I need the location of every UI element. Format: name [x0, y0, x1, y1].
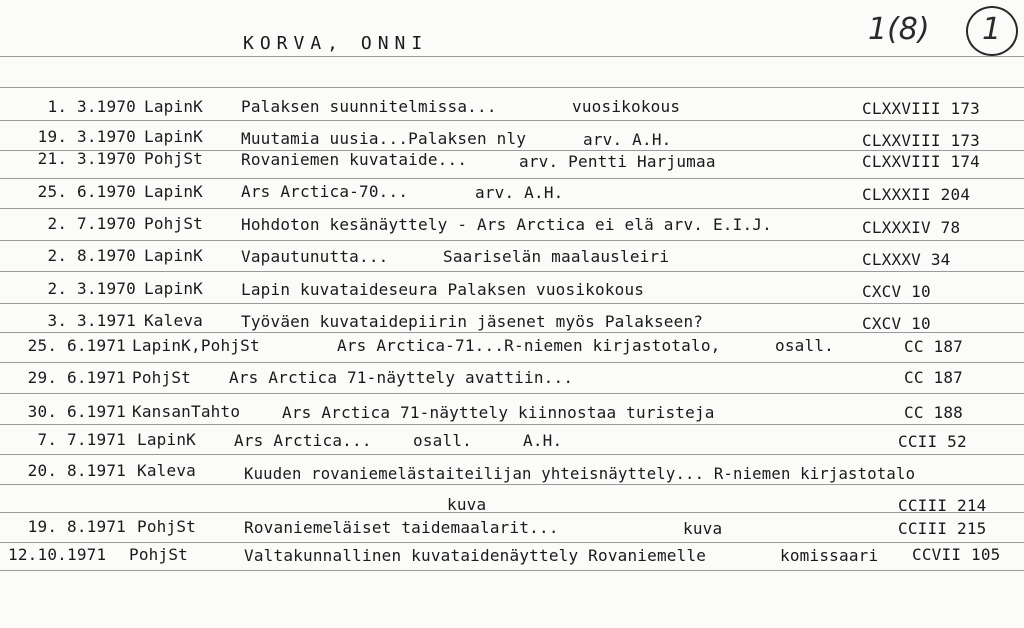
entry-reference: CLXXVIII 174: [862, 152, 980, 171]
entry-reference: CLXXXIV 78: [862, 218, 961, 237]
entry-reference: CLXXXII 204: [862, 185, 971, 204]
entry-source: PohjSt: [132, 368, 191, 387]
entry-title: Työväen kuvataidepiirin jäsenet myös Palakseen?: [241, 312, 704, 331]
rule-line: [0, 512, 1024, 513]
entry-title: Ars Arctica...: [234, 431, 372, 450]
entry-date: 1. 3.1970: [47, 97, 136, 116]
entry-date: 3. 3.1971: [47, 311, 136, 330]
page-reference: 1(8): [868, 12, 930, 47]
entry-reference: CCVII 105: [912, 545, 1001, 564]
rule-line: [0, 56, 1024, 57]
entry-title: Hohdoton kesänäyttely - Ars Arctica ei elä arv. E.I.J.: [241, 215, 772, 234]
entry-title: Ars Arctica 71-näyttely kiinnostaa turisteja: [282, 403, 715, 422]
entry-note: arv. A.H.: [475, 183, 564, 202]
entry-reference: CC 187: [904, 337, 963, 356]
entry-title: Vapautunutta...: [241, 247, 389, 266]
entry-date: 2. 8.1970: [47, 246, 136, 265]
entry-note-secondary: A.H.: [523, 431, 563, 450]
entry-date: 19. 8.1971: [27, 517, 126, 536]
entry-date: 30. 6.1971: [27, 402, 126, 421]
card-name-heading: KORVA, ONNI: [243, 33, 429, 54]
entry-date: 19. 3.1970: [37, 127, 136, 146]
entry-title: Palaksen suunnitelmissa...: [241, 97, 497, 116]
entry-source: PohjSt: [137, 517, 196, 536]
entry-source: PohjSt: [129, 545, 188, 564]
rule-line: [0, 424, 1024, 425]
entry-source: LapinK,PohjSt: [132, 336, 260, 355]
rule-line: [0, 87, 1024, 88]
rule-line: [0, 208, 1024, 209]
entry-note: vuosikokous: [572, 97, 681, 116]
entry-reference: CXCV 10: [862, 314, 931, 333]
entry-source: LapinK: [144, 97, 203, 116]
entry-note: komissaari: [780, 546, 879, 565]
entry-note: Saariselän maalausleiri: [443, 247, 670, 266]
entry-date: 20. 8.1971: [27, 461, 126, 480]
entry-reference: CLXXVIII 173: [862, 131, 980, 150]
entry-date: 12.10.1971: [8, 545, 107, 564]
entry-source: PohjSt: [144, 214, 203, 233]
entry-source: PohjSt: [144, 149, 203, 168]
entry-date: 29. 6.1971: [27, 368, 126, 387]
entry-title: Muutamia uusia...Palaksen nly: [241, 129, 527, 148]
rule-line: [0, 484, 1024, 485]
entry-title: Valtakunnallinen kuvataidenäyttely Rovaniemelle: [244, 546, 707, 565]
entry-title: Ars Arctica 71-näyttely avattiin...: [229, 368, 574, 387]
rule-line: [0, 271, 1024, 272]
entry-source: Kaleva: [137, 461, 196, 480]
rule-line: [0, 542, 1024, 543]
entry-title: Rovaniemen kuvataide...: [241, 150, 468, 169]
entry-source: Kaleva: [144, 311, 203, 330]
entry-reference: CLXXVIII 173: [862, 99, 980, 118]
entry-date: 7. 7.1971: [37, 430, 126, 449]
entry-note: kuva: [683, 519, 723, 538]
entry-note: arv. Pentti Harjumaa: [519, 152, 716, 171]
entry-date: 25. 6.1970: [37, 182, 136, 201]
entry-title: Lapin kuvataideseura Palaksen vuosikokous: [241, 280, 645, 299]
entry-source: KansanTahto: [132, 402, 241, 421]
entry-source: LapinK: [144, 246, 203, 265]
entry-reference: CXCV 10: [862, 282, 931, 301]
entry-note: arv. A.H.: [583, 130, 672, 149]
rule-line: [0, 570, 1024, 571]
entry-note: kuva: [447, 495, 487, 514]
rule-line: [0, 362, 1024, 363]
rule-line: [0, 454, 1024, 455]
entry-date: 21. 3.1970: [37, 149, 136, 168]
entry-reference: CCII 52: [898, 432, 967, 451]
rule-line: [0, 240, 1024, 241]
entry-reference: CC 188: [904, 403, 963, 422]
entry-title: Rovaniemeläiset taidemaalarit...: [244, 518, 559, 537]
rule-line: [0, 303, 1024, 304]
entry-reference: CC 187: [904, 368, 963, 387]
entry-title: Kuuden rovaniemelästaiteilijan yhteisnäyttely... R-niemen kirjastotalo: [244, 465, 916, 483]
entry-title: Ars Arctica-71...R-niemen kirjastotalo,: [337, 336, 721, 355]
entry-date: 25. 6.1971: [27, 336, 126, 355]
entry-note: osall.: [413, 431, 472, 450]
rule-line: [0, 393, 1024, 394]
entry-reference: CCIII 215: [898, 519, 987, 538]
entry-source: LapinK: [144, 279, 203, 298]
rule-line: [0, 178, 1024, 179]
entry-note: osall.: [775, 336, 834, 355]
entry-reference: CLXXXV 34: [862, 250, 951, 269]
entry-date: 2. 7.1970: [47, 214, 136, 233]
entry-title: Ars Arctica-70...: [241, 182, 409, 201]
entry-date: 2. 3.1970: [47, 279, 136, 298]
entry-source: LapinK: [144, 182, 203, 201]
entry-source: LapinK: [144, 127, 203, 146]
card-number: 1: [982, 12, 1002, 47]
entry-source: LapinK: [137, 430, 196, 449]
rule-line: [0, 120, 1024, 121]
entry-reference: CCIII 214: [898, 496, 987, 515]
